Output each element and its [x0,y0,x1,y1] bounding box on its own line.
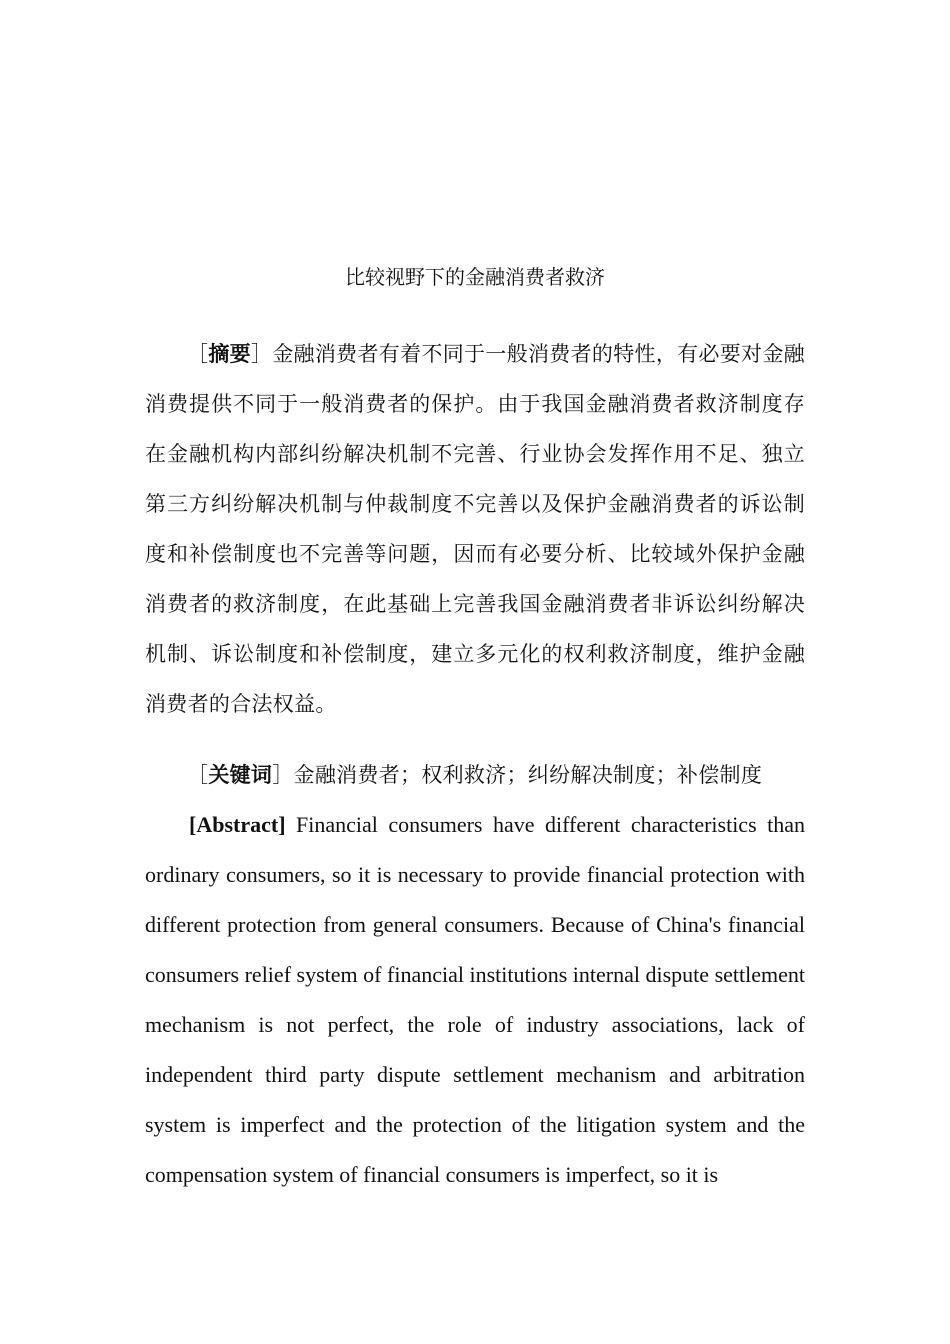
english-abstract-paragraph [145,800,805,1200]
abstract-label: 摘要 [208,342,251,366]
keywords-open-bracket: ［ [187,763,209,787]
english-abstract-text: Financial consumers have different characteristics than ordinary consumers, so it is necessary to provide financial protection with different protection from general consumers. Because of China's financial consumers relief system of financial institutions internal dispute settlement mechanism is not perfect, the role of industry associations, lack of independent third party dispute settlement mechanism and arbitration system is imperfect and the protection of the litigation system and the compensation system of financial consumers is imperfect, so it is [145,812,806,1187]
keywords-close-bracket: ］ [272,763,294,787]
keywords-label: 关键词 [208,763,273,787]
abstract-close-bracket: ］ [250,342,273,366]
abstract-open-bracket: ［ [187,342,209,366]
keywords-text: 金融消费者；权利救济；纠纷解决制度；补偿制度 [293,763,763,787]
document-page [145,0,805,1344]
english-abstract-label: [Abstract] [189,812,286,837]
document-title: 比较视野下的金融消费者救济 [345,265,605,289]
abstract-text: 金融消费者有着不同于一般消费者的特性，有必要对金融消费提供不同于一般消费者的保护。由于我国金融消费者救济制度存在金融机构内部纠纷解决机制不完善、行业协会发挥作用不足、独立第三方纠纷解决机制与仲裁制度不完善以及保护金融消费者的诉讼制度和补偿制度也不完善等问题，因而有必要分析、比较域外保护金融消费者的救济制度，在此基础上完善我国金融消费者非诉讼纠纷解决机制、诉讼制度和补偿制度，建立多元化的权利救济制度，维护金融消费者的合法权益。 [145,342,805,716]
chinese-keywords-paragraph [145,750,805,800]
chinese-abstract-paragraph [145,329,805,729]
